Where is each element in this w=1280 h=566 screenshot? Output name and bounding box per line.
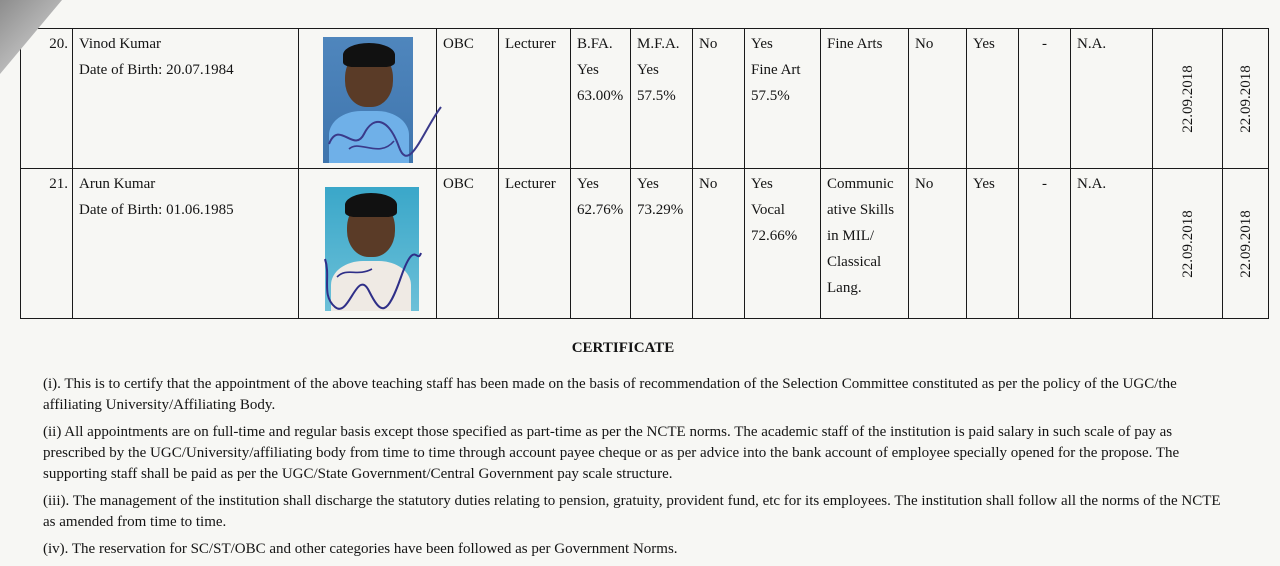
subject-cell bbox=[821, 29, 909, 169]
column-12-cell: Yes bbox=[967, 29, 1019, 169]
column-8-cell: No bbox=[693, 169, 745, 319]
serial-number: 20. bbox=[21, 29, 73, 169]
col9-status: Yes bbox=[751, 176, 773, 192]
vertical-date: 22.09.2018 bbox=[1237, 64, 1254, 133]
column-13-cell: - bbox=[1019, 169, 1071, 319]
col9-percentage: 57.5% bbox=[751, 88, 790, 104]
table-row bbox=[21, 169, 1269, 319]
vertical-date: 22.09.2018 bbox=[1179, 209, 1196, 278]
date-cell-2 bbox=[1223, 29, 1269, 169]
date-of-birth: Date of Birth: 01.06.1985 bbox=[79, 202, 234, 218]
subject-line: Lang. bbox=[827, 280, 862, 296]
certificate-body bbox=[43, 374, 1223, 566]
col9-percentage: 72.66% bbox=[751, 228, 798, 244]
pg-percentage: 73.29% bbox=[637, 202, 684, 218]
certificate-title: CERTIFICATE bbox=[571, 340, 675, 356]
pg-qualification-cell bbox=[631, 169, 693, 319]
category-cell: OBC bbox=[437, 169, 499, 319]
column-14-cell: N.A. bbox=[1071, 29, 1153, 169]
staff-name: Vinod Kumar bbox=[79, 36, 162, 52]
vertical-date: 22.09.2018 bbox=[1237, 209, 1254, 278]
subject-line: in MIL/ bbox=[827, 228, 875, 244]
subject-line: Fine Arts bbox=[827, 36, 883, 52]
ug-percentage: 63.00% bbox=[577, 88, 624, 104]
column-11-cell: No bbox=[909, 29, 967, 169]
subject-cell bbox=[821, 169, 909, 319]
pg-status: Yes bbox=[637, 176, 659, 192]
pg-qualification-cell bbox=[631, 29, 693, 169]
column-14-cell: N.A. bbox=[1071, 169, 1153, 319]
column-8-cell: No bbox=[693, 29, 745, 169]
column-11-cell: No bbox=[909, 169, 967, 319]
certificate-paragraph: (ii) All appointments are on full-time and regular basis except those specified as part-time as per the NCTE norms. The academic staff of the institution is paid salary in such scale of pay as prescribed by the UGC/University/affiliating body from time to time through account payee cheque or as per advice into the bank account of employee specially opened for the propose. The supporting staff shall be paid as per the UGC/State Government/Central Government pay scale structure. bbox=[43, 424, 1180, 482]
photo-cell bbox=[299, 29, 437, 169]
ug-status: Yes bbox=[577, 176, 599, 192]
pg-status: Yes bbox=[637, 62, 659, 78]
subject-line: Classical bbox=[827, 254, 882, 270]
photo-cell bbox=[299, 169, 437, 319]
table-row bbox=[21, 29, 1269, 169]
column-9-cell bbox=[745, 29, 821, 169]
staff-photo bbox=[325, 187, 419, 311]
certificate-paragraph: (iii). The management of the institution shall discharge the statutory duties relating to pension, gratuity, provident fund, etc for its employees. The institution shall follow all the norms of the NCTE as amended from time to time. bbox=[43, 493, 1221, 530]
certificate-paragraph: (i). This is to certify that the appointment of the above teaching staff has been made on the basis of recommendation of the Selection Committee constituted as per the policy of the UGC/the affiliating University/Affiliating Body. bbox=[43, 376, 1177, 413]
ug-percentage: 62.76% bbox=[577, 202, 624, 218]
subject-line: ative Skills bbox=[827, 202, 895, 218]
column-12-cell: Yes bbox=[967, 169, 1019, 319]
designation-cell: Lecturer bbox=[499, 169, 571, 319]
staff-name: Arun Kumar bbox=[79, 176, 156, 192]
date-cell-1 bbox=[1153, 29, 1223, 169]
staff-table bbox=[20, 28, 1269, 319]
ug-degree: B.FA. bbox=[577, 36, 613, 52]
col9-status: Yes bbox=[751, 36, 773, 52]
date-of-birth: Date of Birth: 20.07.1984 bbox=[79, 62, 234, 78]
staff-photo bbox=[323, 37, 413, 163]
name-cell bbox=[73, 169, 299, 319]
pg-degree: M.F.A. bbox=[637, 36, 680, 52]
col9-subject: Fine Art bbox=[751, 62, 801, 78]
name-cell bbox=[73, 29, 299, 169]
ug-qualification-cell bbox=[571, 169, 631, 319]
date-cell-1 bbox=[1153, 169, 1223, 319]
certificate-paragraph: (iv). The reservation for SC/ST/OBC and other categories have been followed as per Government Norms. bbox=[43, 541, 678, 557]
ug-status: Yes bbox=[577, 62, 599, 78]
designation-cell: Lecturer bbox=[499, 29, 571, 169]
column-13-cell: - bbox=[1019, 29, 1071, 169]
pg-percentage: 57.5% bbox=[637, 88, 676, 104]
ug-qualification-cell bbox=[571, 29, 631, 169]
subject-line: Communic bbox=[827, 176, 894, 192]
category-cell: OBC bbox=[437, 29, 499, 169]
serial-number: 21. bbox=[21, 169, 73, 319]
date-cell-2 bbox=[1223, 169, 1269, 319]
vertical-date: 22.09.2018 bbox=[1179, 64, 1196, 133]
col9-subject: Vocal bbox=[751, 202, 785, 218]
column-9-cell bbox=[745, 169, 821, 319]
